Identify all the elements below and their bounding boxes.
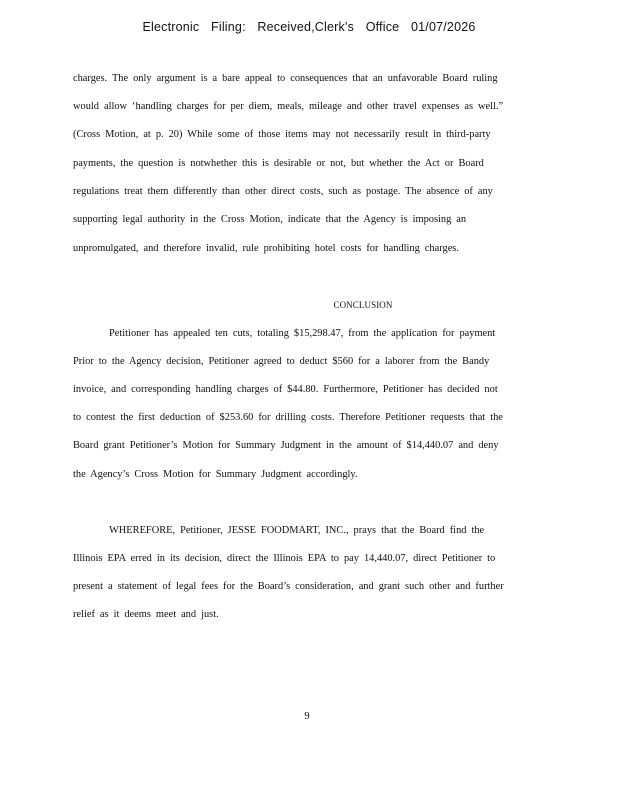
conclusion-heading: CONCLUSION [333,300,393,310]
text-line: Board grant Petitioner’s Motion for Summary Judgment in the amount of $14,440.07 and deny [73,440,499,451]
text-line: regulations treat them differently than other direct costs, such as postage. The absence of any [73,186,493,197]
page-number: 9 [304,711,310,722]
text-line: (Cross Motion, at p. 20) While some of those items may not necessarily result in third-party [73,129,491,140]
text-line: present a statement of legal fees for the Board’s consideration, and grant such other and further [73,581,504,592]
text-line: unpromulgated, and therefore invalid, rule prohibiting hotel costs for handling charges. [73,243,459,254]
text-line: Prior to the Agency decision, Petitioner agreed to deduct $560 for a laborer from the Bandy [73,356,490,367]
text-line: to contest the first deduction of $253.60 for drilling costs. Therefore Petitioner requests that the [73,412,503,423]
text-line: charges. The only argument is a bare appeal to consequences that an unfavorable Board ruling [73,73,498,84]
text-line: WHEREFORE, Petitioner, JESSE FOODMART, INC., prays that the Board find the [109,525,485,536]
text-line: invoice, and corresponding handling charges of $44.80. Furthermore, Petitioner has decided not [73,384,498,395]
text-line: Petitioner has appealed ten cuts, totaling $15,298.47, from the application for payment [109,328,496,339]
text-line: supporting legal authority in the Cross Motion, indicate that the Agency is imposing an [73,214,467,225]
document-body [73,0,543,800]
text-line: relief as it deems meet and just. [73,609,219,620]
text-line: Illinois EPA erred in its decision, direct the Illinois EPA to pay 14,440.07, direct Petitioner to [73,553,496,564]
electronic-filing-stamp: Electronic Filing: Received,Clerk's Office 01/07/2026 [142,20,476,34]
text-line: would allow ‘handling charges for per diem, meals, mileage and other travel expenses as well.” [73,101,504,112]
text-line: the Agency’s Cross Motion for Summary Judgment accordingly. [73,469,358,480]
text-line: payments, the question is notwhether this is desirable or not, but whether the Act or Board [73,158,484,169]
